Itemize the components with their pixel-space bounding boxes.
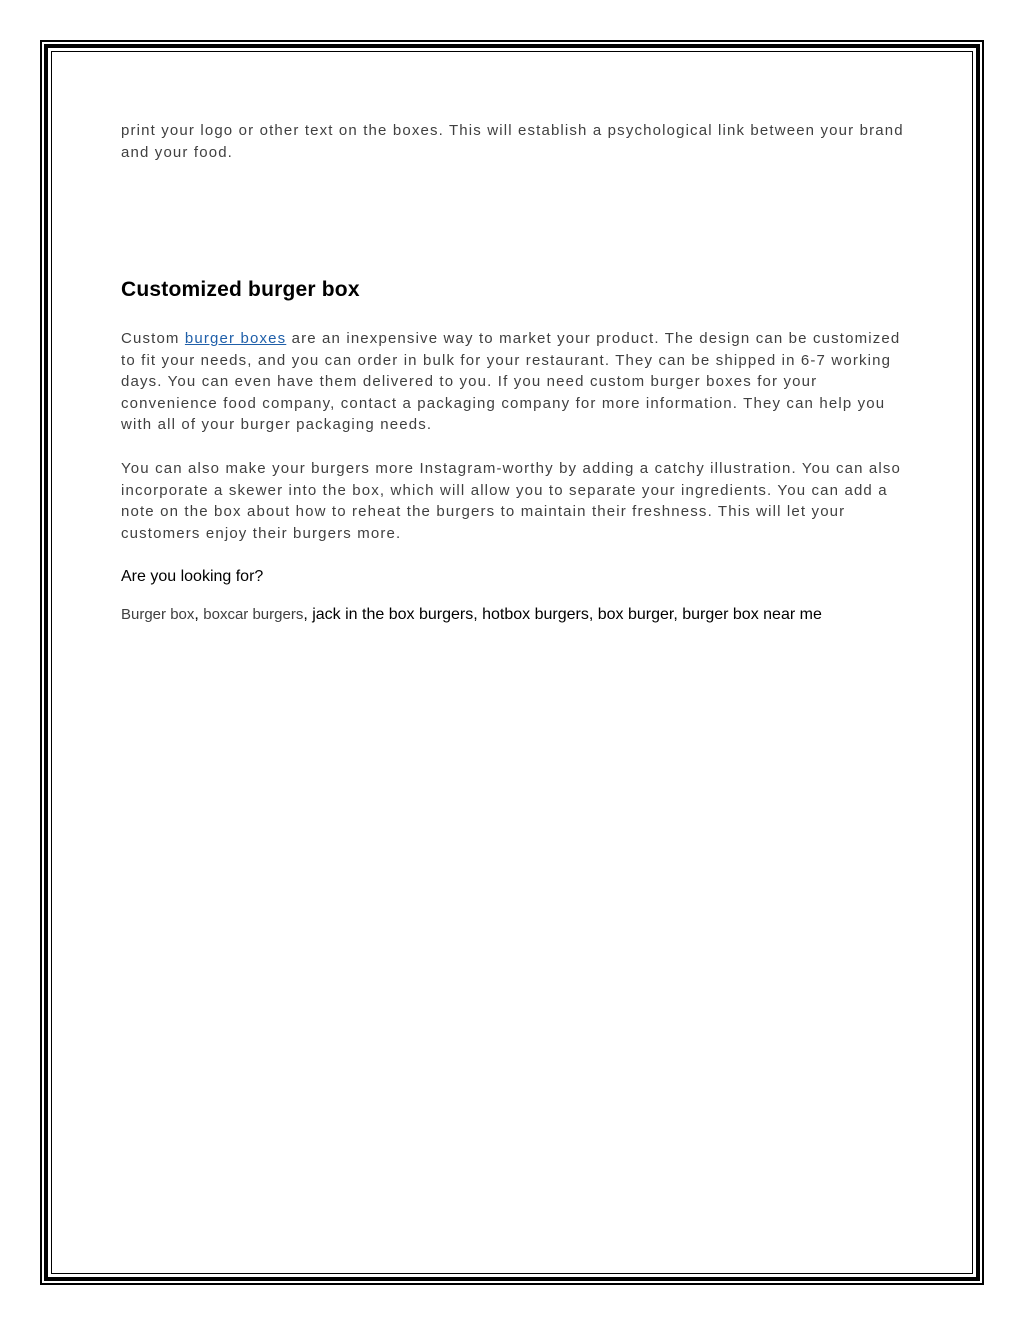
keyword-list-rest: , jack in the box burgers, hotbox burgers, box burger, burger box near me bbox=[303, 606, 822, 623]
body-paragraph-1 bbox=[121, 328, 911, 436]
keyword-boxcar-burgers: boxcar burgers bbox=[203, 606, 304, 623]
burger-boxes-link[interactable]: burger boxes bbox=[184, 330, 287, 347]
looking-for-label: Are you looking for? bbox=[121, 568, 264, 585]
keyword-separator: , bbox=[194, 606, 204, 623]
paragraph-1-lead: Custom bbox=[121, 330, 185, 347]
paragraph-1-rest: are an inexpensive way to market your product. The design can be customized to fit your needs, and you can order in bulk for your restaurant. They can be shipped in 6-7 working days. You can even have them delivered to you. If you need custom burger boxes for your convenience food company, contact a packaging company for more information. They can help you with all of your burger packaging needs. bbox=[121, 330, 901, 433]
page-border-inner bbox=[51, 51, 973, 1274]
intro-paragraph: print your logo or other text on the boxes. This will establish a psychological link between your brand and your food. bbox=[121, 122, 904, 161]
keywords-line bbox=[121, 606, 911, 624]
keyword-burger-box: Burger box bbox=[121, 606, 195, 623]
body-paragraph-2: You can also make your burgers more Instagram-worthy by adding a catchy illustration. You can also incorporate a skewer into the box, which will allow you to separate your ingredients. You can add a note on the box about how to reheat the burgers to maintain their freshness. This will let your customers enjoy their burgers more. bbox=[121, 460, 902, 542]
section-heading: Customized burger box bbox=[121, 278, 360, 301]
